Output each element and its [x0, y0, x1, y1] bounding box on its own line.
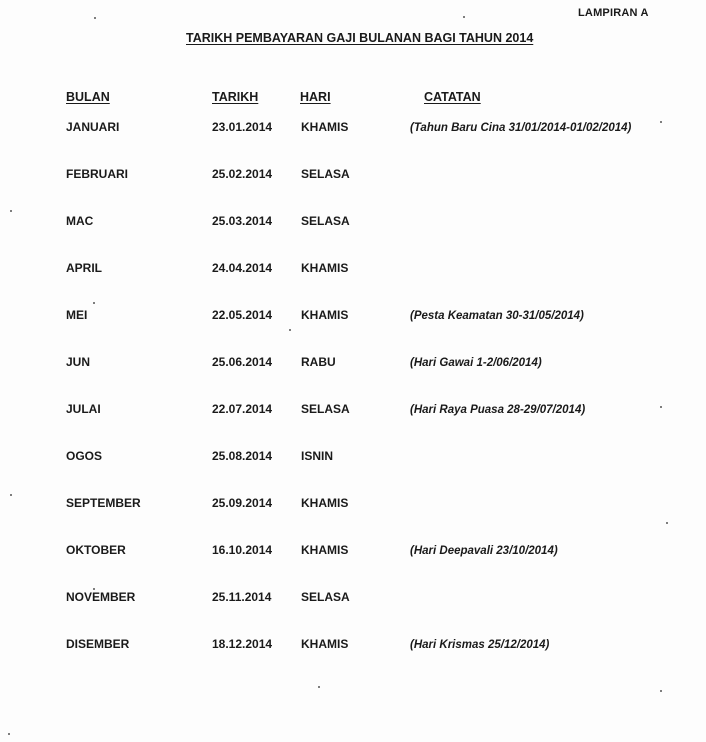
cell-hari: KHAMIS	[301, 496, 349, 510]
cell-hari: ISNIN	[301, 449, 334, 463]
cell-bulan: OKTOBER	[66, 543, 126, 557]
cell-hari: SELASA	[301, 214, 350, 228]
cell-hari: RABU	[301, 355, 336, 369]
scan-speck	[666, 522, 668, 524]
cell-tarikh: 22.05.2014	[212, 308, 273, 322]
cell-bulan: OGOS	[66, 449, 103, 463]
cell-bulan: APRIL	[66, 261, 102, 275]
cell-tarikh: 23.01.2014	[212, 120, 273, 134]
table-row	[0, 355, 706, 375]
table-row	[0, 120, 706, 140]
scan-speck	[660, 406, 662, 408]
table-row	[0, 496, 706, 516]
cell-bulan: JUN	[66, 355, 91, 369]
scan-speck	[660, 121, 662, 123]
cell-bulan: MEI	[66, 308, 88, 322]
table-row	[0, 214, 706, 234]
cell-catatan: (Hari Deepavali 23/10/2014)	[410, 545, 558, 557]
cell-hari: KHAMIS	[301, 308, 349, 322]
header-catatan: CATATAN	[424, 90, 481, 104]
header-hari: HARI	[300, 90, 331, 104]
cell-catatan: (Hari Gawai 1-2/06/2014)	[410, 357, 542, 369]
cell-hari: KHAMIS	[301, 120, 349, 134]
cell-bulan: NOVEMBER	[66, 590, 136, 604]
scan-speck	[93, 302, 95, 304]
cell-hari: SELASA	[301, 167, 350, 181]
cell-hari: SELASA	[301, 402, 350, 416]
appendix-label: LAMPIRAN A	[578, 7, 649, 19]
table-row	[0, 402, 706, 422]
document-title: TARIKH PEMBAYARAN GAJI BULANAN BAGI TAHUN 2014	[186, 31, 534, 45]
cell-hari: KHAMIS	[301, 261, 349, 275]
scan-speck	[318, 686, 320, 688]
cell-bulan: DISEMBER	[66, 637, 130, 651]
table-row	[0, 167, 706, 187]
header-tarikh: TARIKH	[212, 90, 259, 104]
cell-tarikh: 24.04.2014	[212, 261, 273, 275]
scan-speck	[93, 588, 95, 590]
cell-tarikh: 25.03.2014	[212, 214, 273, 228]
scan-speck	[660, 690, 662, 692]
header-bulan: BULAN	[66, 90, 110, 104]
table-row	[0, 308, 706, 328]
cell-tarikh: 25.11.2014	[212, 590, 272, 604]
scan-speck	[463, 16, 465, 18]
cell-catatan: (Pesta Keamatan 30-31/05/2014)	[410, 310, 584, 322]
table-row	[0, 261, 706, 281]
cell-catatan: (Tahun Baru Cina 31/01/2014-01/02/2014)	[410, 122, 632, 134]
cell-bulan: SEPTEMBER	[66, 496, 141, 510]
cell-tarikh: 16.10.2014	[212, 543, 273, 557]
table-row	[0, 637, 706, 657]
table-row	[0, 590, 706, 610]
scan-speck	[8, 733, 10, 735]
cell-tarikh: 18.12.2014	[212, 637, 273, 651]
table-row	[0, 449, 706, 469]
cell-bulan: JULAI	[66, 402, 101, 416]
cell-bulan: FEBRUARI	[66, 167, 128, 181]
cell-catatan: (Hari Raya Puasa 28-29/07/2014)	[410, 404, 586, 416]
scan-speck	[94, 17, 96, 19]
cell-bulan: MAC	[66, 214, 94, 228]
cell-tarikh: 22.07.2014	[212, 402, 273, 416]
table-row	[0, 543, 706, 563]
cell-tarikh: 25.08.2014	[212, 449, 273, 463]
cell-tarikh: 25.02.2014	[212, 167, 273, 181]
cell-bulan: JANUARI	[66, 120, 120, 134]
cell-hari: KHAMIS	[301, 543, 349, 557]
cell-tarikh: 25.09.2014	[212, 496, 273, 510]
scan-speck	[10, 494, 12, 496]
scan-speck	[10, 210, 12, 212]
cell-catatan: (Hari Krismas 25/12/2014)	[410, 639, 550, 651]
cell-hari: SELASA	[301, 590, 350, 604]
cell-hari: KHAMIS	[301, 637, 349, 651]
scan-speck	[289, 329, 291, 331]
cell-tarikh: 25.06.2014	[212, 355, 273, 369]
